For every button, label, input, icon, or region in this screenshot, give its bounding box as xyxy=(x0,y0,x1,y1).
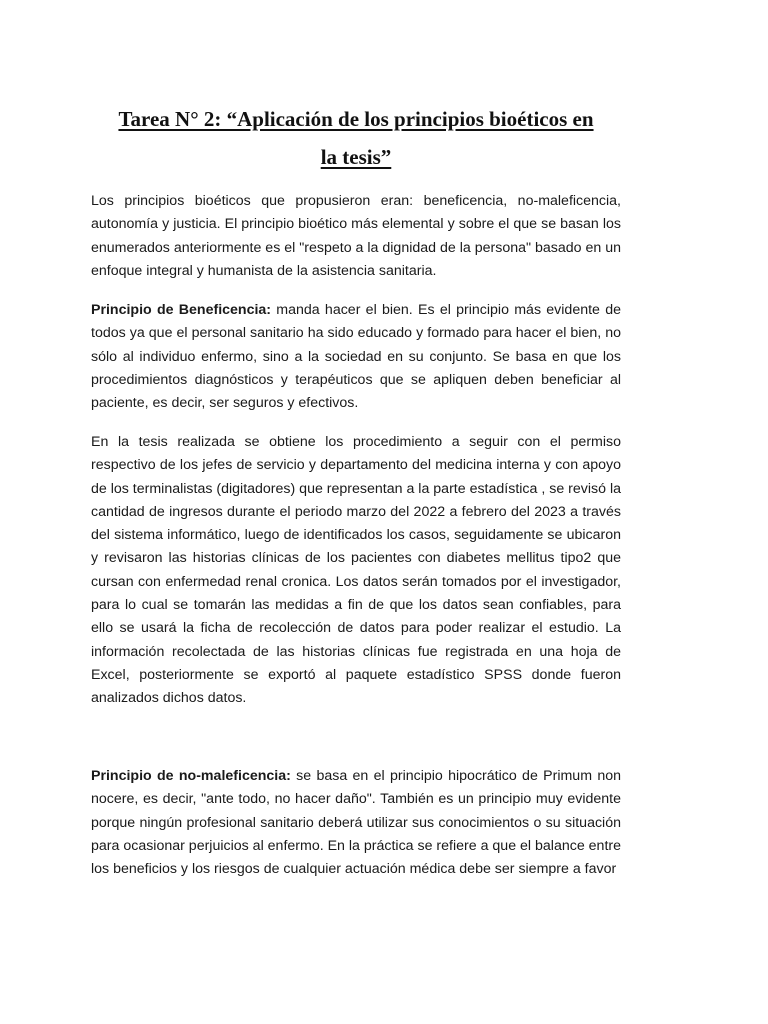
title-line-1: Tarea N° 2: “Aplicación de los principios bioéticos en xyxy=(118,107,594,131)
paragraph-no-maleficencia xyxy=(91,765,621,881)
paragraph-text: se basa en el principio hipocrático de Primum non nocere, es decir, "ante todo, no hacer daño". También es un principio muy evidente porque ningún profesional sanitario deberá utilizar sus conocimientos o su situación para ocasionar perjuicios al enfermo. En la práctica se refiere a que el balance entre los beneficios y los riesgos de cualquier actuación médica debe ser siempre a favor xyxy=(91,768,621,878)
paragraph-lead: Principio de Beneficencia: xyxy=(91,302,272,318)
paragraph-tesis xyxy=(91,431,621,711)
paragraph-text: En la tesis realizada se obtiene los procedimiento a seguir con el permiso respectivo de los jefes de servicio y departamento del medicina interna y con apoyo de los terminalistas (digitadores) que representan a la parte estadística , se revisó la cantidad de ingresos durante el periodo marzo del 2022 a febrero del 2023 a través del sistema informático, luego de identificados los casos, seguidamente se ubicaron y revisaron las historias clínicas de los pacientes con diabetes mellitus tipo2 que cursan con enfermedad renal cronica. Los datos serán tomados por el investigador, para lo cual se tomarán las medidas a fin de que los datos sean confiables, para ello se usará la ficha de recolección de datos para poder realizar el estudio. La información recolectada de las historias clínicas fue registrada en una hoja de Excel, posteriormente se exportó al paquete estadístico SPSS donde fueron analizados dichos datos. xyxy=(91,434,621,707)
paragraph-intro xyxy=(91,190,621,283)
paragraph-beneficencia xyxy=(91,299,621,415)
paragraph-text: Los principios bioéticos que propusieron eran: beneficencia, no-maleficencia, autonomía y justicia. El principio bioético más elemental y sobre el que se basan los enumerados anteriormente es el "respeto a la dignidad de la persona" basado en un enfoque integral y humanista de la asistencia sanitaria. xyxy=(91,193,621,279)
document-title xyxy=(91,100,621,176)
title-line-2: la tesis” xyxy=(320,145,392,169)
paragraph-text: manda hacer el bien. Es el principio más evidente de todos ya que el personal sanitario ha sido educado y formado para hacer el bien, no sólo al individuo enfermo, sino a la sociedad en su conjunto. Se basa en que los procedimientos diagnósticos y terapéuticos que se apliquen deben beneficiar al paciente, es decir, ser seguros y efectivos. xyxy=(91,302,621,412)
paragraph-lead: Principio de no-maleficencia: xyxy=(91,768,291,784)
